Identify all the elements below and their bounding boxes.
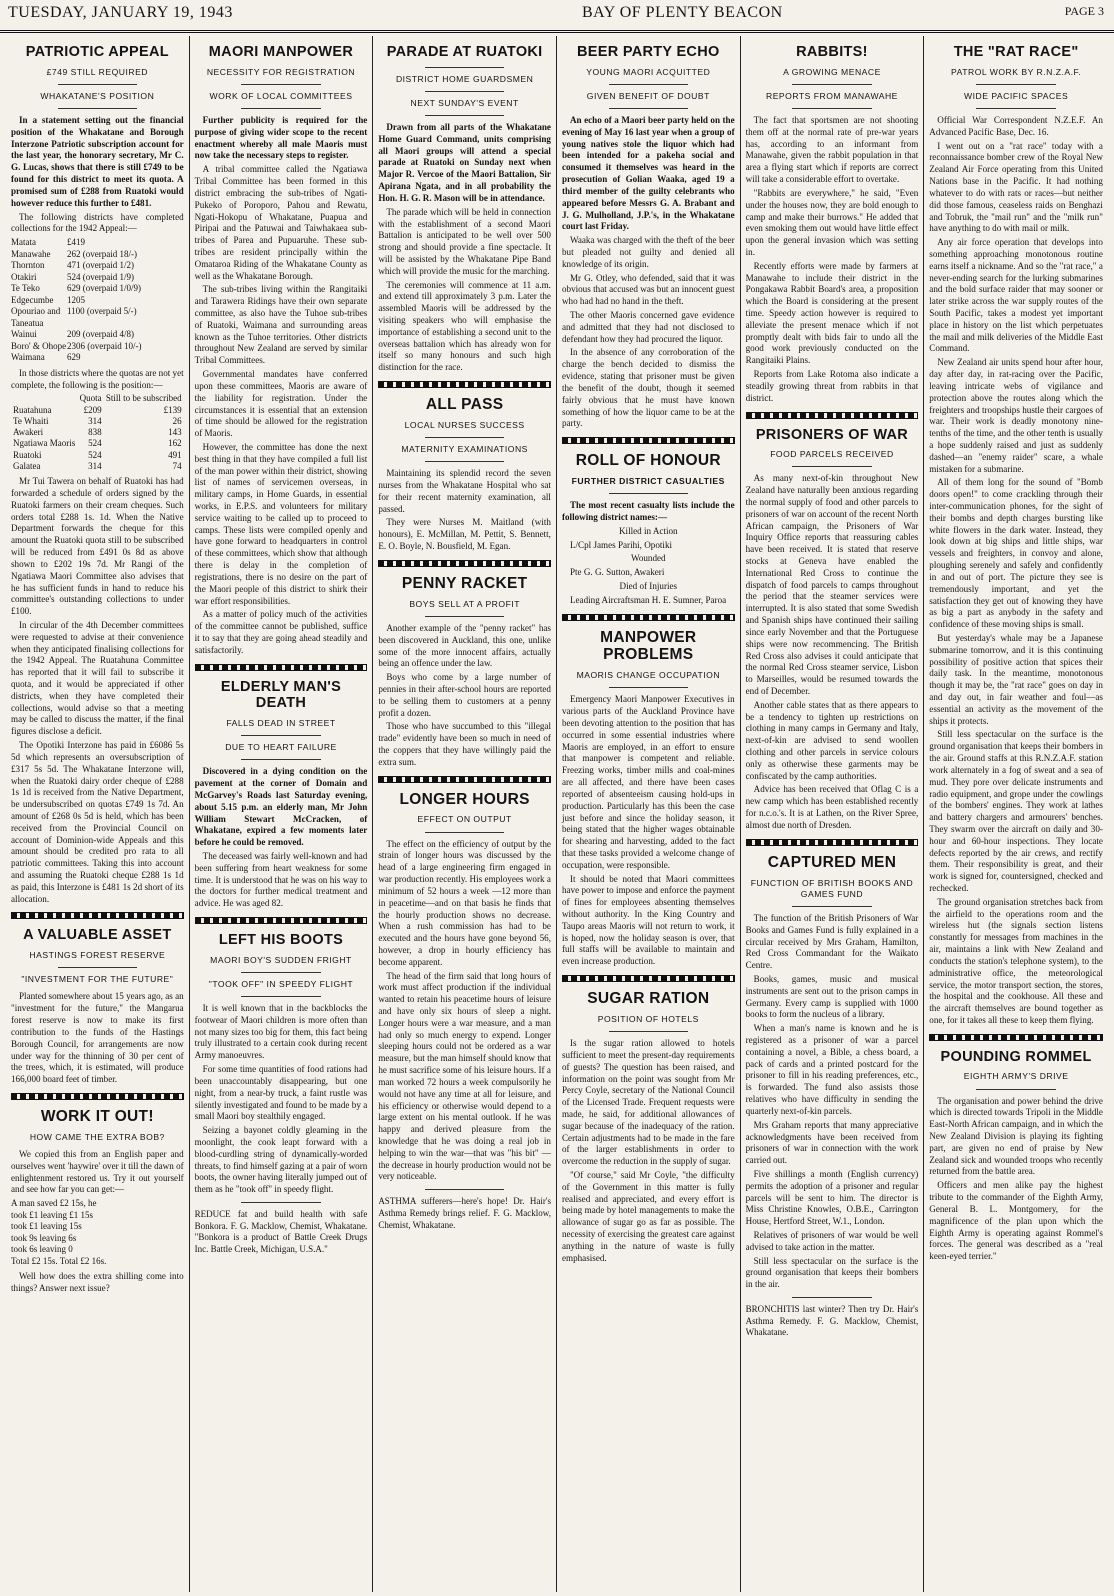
paragraph: Relatives of prisoners of war would be well advised to take action in the matter. [745,1230,919,1252]
table-row: Ngatiawa Maoris 524 162 [13,438,182,449]
article-body [378,122,551,374]
paragraph: The function of the British Prisoners of War Books and Games Fund is fully explained in a circular received by Mrs Graham, Hamilton, Red Cross Commandant for the Waikato Centre. [745,912,919,971]
article-body [929,115,1103,1027]
headline-maori-manpower: MAORI MANPOWER [208,44,354,60]
headline-valuable-asset: A VALUABLE ASSET [23,927,172,944]
section-divider [378,381,551,388]
paragraph: The other Maoris concerned gave evidence and admitted that they had not disclosed to defendant how they had procured the liquor. [561,310,735,344]
list-item: Te Teko 629 (overpaid 1/0/9) [11,283,141,294]
paragraph: Another example of the "penny racket" has been discovered in Auckland, this one, unlike some of the more innocent affairs, actually being an offence under the law. [378,622,551,669]
paragraph: The ceremonies will commence at 11 a.m. and extend till approximately 3 p.m. Later the assembled Maoris will be addressed by the visiting speakers who will emphasise the importance of establishing a second unit to the overseas battalion which has already won for itself so many honours and such high distinction for the race. [378,279,551,373]
subhead: MATERNITY EXAMINATIONS [401,444,528,455]
masthead [0,0,1114,33]
article-body [378,468,551,553]
puzzle-line: A man saved £2 15s, he [11,1198,97,1209]
column-6 [924,36,1108,1592]
section-divider [378,776,551,783]
divider [976,1089,1056,1090]
paragraph: The fact that sportsmen are not shooting them off at the normal rate of pre-war years has, according to an informant from Manawahe, given the rabbit population in that area a flying start which if reports are correct will take a considerable effort to overtake. [745,115,919,185]
subhead: MAORIS CHANGE OCCUPATION [576,670,721,681]
section-divider [746,412,919,419]
list-item: Opouriao and Taneatua 1100 (overpaid 5/-) [11,306,137,328]
subhead: WIDE PACIFIC SPACES [964,90,1069,101]
paragraph: In circular of the 4th December committees were requested to advise at their convenience when they anticipated finalising collections for the 1942 Appeal. The Ruatahuna Committee has reported that it will fail to subscribe it quota, and it would be appreciated if other districts, when they have completed their collections, would advise so that a meeting may be called to discuss the matter, if the final figures disclose a deficit. [11,619,184,737]
subhead: EFFECT ON OUTPUT [417,814,512,825]
headline-longer-hours: LONGER HOURS [399,790,530,808]
section-divider [378,560,551,567]
article-body [746,115,919,405]
divider [425,1189,504,1190]
paragraph: Maintaining its splendid record the seven nurses from the Whakatane Hospital who sat for their recent maternity examination, all passed. [378,468,551,514]
article-body [562,1038,735,1264]
paragraph: Books, games, music and musical instruments are sent out to the prison camps in Germany. Every camp is supplied with 1000 books to form the nucleus of a library. [745,973,919,1020]
paragraph: But yesterday's whale may be a Japanese submarine tomorrow, and it is this continuing possibility of positive action that spices their daily task. In the meantime, monotonous though it may be, the "rat race" goes on day in and day out, in fair weather and foul—as essential an activity as the movement of the ships it protects. [929,632,1103,726]
headline-parade-at-ruatoki: PARADE AT RUATOKI [386,44,543,60]
list-item: Matata £419 [11,237,85,248]
article-body [746,913,919,1291]
subhead: WORK OF LOCAL COMMITTEES [209,90,353,101]
paragraph: The parade which will be held in connection with the establishment of a second Maori Battalion is anticipated to be well over 500 strong and should provide a fine spectacle. It will be assisted by the Whakatane Pipe Band which will provide the music for the marching. [378,206,551,276]
paragraph: The ground organisation stretches back from the airfield to the operations room and the wireless hut (the signals section listens constantly for messages from machines in the air, maintains a link with New Zealand and conducts the station's telephone system), to the administrative office, the meteorological service, the motor transport section, the stores, the hospital and the cookhouse. All these and the aircraft themselves are bound together as one, for it takes all these to keep them flying. [929,896,1103,1025]
casualty-name: Leading Aircraftsman H. E. Sumner, Paroa [569,594,727,605]
list-item: Thornton 471 (overpaid 1/2) [11,260,134,271]
paragraph: The organisation and power behind the drive which is directed towards Tripoli in the Middle East-North African campaign, and in which the New Zealand Division is playing its fighting part, are given no end of praise by New Zealand sick and wounded troops who recently returned from the battle area. [929,1095,1103,1177]
divider [425,832,504,833]
paragraph: When a man's name is known and he is registered as a prisoner of war a parcel containing a novel, a Bible, a chess board, a pack of cards and a printed postcard for the prisoner to fill in his reading preferences, etc., is forwarded. The fund also assists those relatives who have difficulty in sending the quarterly next-of-kin parcels. [745,1023,919,1116]
paragraph: Is the sugar ration allowed to hotels sufficient to meet the present-day requirements of guests? The question has been raised, and information on the point was sought from Mr Percy Coyle, secretary of the National Council of the Licensed Trade. Frequent requests were made, he said, for additional allowances of sugar because of the inadequacy of the ration. Certain adjustments had to be made in the fare of the larger establishments in order to overcome the reduction in the supply of sugar. [561,1038,735,1167]
divider [976,84,1056,85]
paragraph: Mrs Graham reports that many appreciative acknowledgments have been received from prisoners of war in connection with the work carried out. [745,1119,919,1166]
divider [241,84,320,85]
quota-table [11,393,184,472]
divider [609,493,688,494]
column-2 [190,36,374,1592]
subhead: GIVEN BENEFIT OF DOUBT [586,90,710,101]
list-item: Edgecumbe 1205 [11,294,85,305]
headline-left-his-boots: LEFT HIS BOOTS [218,932,344,949]
paragraph: Mr G. Otley, who defended, said that it was obvious that accused was but an innocent guest who had had no hand in the theft. [561,272,735,307]
column-4 [557,36,741,1592]
casualty-name: Pte G. G. Sutton, Awakeri [569,567,665,578]
section-divider [562,975,735,982]
section-divider [195,664,368,671]
divider [792,108,871,109]
issue-date: TUESDAY, JANUARY 19, 1943 [8,4,233,21]
column-3 [373,36,557,1592]
column-1 [6,36,190,1592]
headline-elderly-mans-death: ELDERLY MAN'S DEATH [220,678,342,712]
paragraph: Reports from Lake Rotoma also indicate a steadily growing threat from rabbits in that district. [745,369,919,403]
headline-prisoners-of-war: PRISONERS OF WAR [755,426,909,443]
ad-text: BRONCHITIS last winter? Then try Dr. Hair's Asthma Remedy. F. G. Macklow, Chemist, Whakatane. [745,1304,919,1338]
divider [792,84,871,85]
advertisement [195,1209,368,1256]
article-body [929,1096,1103,1263]
ad-text: REDUCE fat and build health with safe Bonkora. F. G. Macklow, Chemist, Whakatane. "Bonkora is a product of Battle Creek Drugs Inc. Battle Creek, Michigan, U.S.A." [194,1209,368,1255]
article-body [195,766,368,910]
section-divider [11,912,184,919]
subhead: "INVESTMENT FOR THE FUTURE" [21,974,174,985]
subhead: REPORTS FROM MANAWAHE [765,90,898,101]
headline-rabbits: RABBITS! [796,44,868,60]
subhead: WHAKATANE'S POSITION [40,90,155,101]
divider [241,108,320,109]
paragraph: Recently efforts were made by farmers at Manawahe to include their district in the Pongakawa Rabbit Board's area, a proposition which the Board is considering at the present time. Speedy action however is required to alleviate the present menace which if not promptly dealt with bids fair to undo all the good work previously conducted on the Rangitaiki Plains. [745,260,919,366]
paragraph: For some time quantities of food rations had been unaccountably disappearing, but one night, from a near-by truck, a faint rustle was silently investigated and found to be made by a small Maori boy stealthily engaged. [194,1064,368,1122]
advertisement [746,1304,919,1339]
divider [241,1202,320,1203]
paragraph: Well how does the extra shilling come into things? Answer next issue? [11,1271,184,1294]
divider [58,84,137,85]
subhead: DUE TO HEART FAILURE [225,742,337,753]
paragraph: The Opotiki Interzone has paid in £6086 5s 5d which represents an oversubscription of £317 5s 5d. The Whakatane Interzone will, when the Ruatoki dairy order cheque of £288 1s 1d is received from the Native Department, be undersubscribed on quotas £749 1s 7d. An amount of £268 0s 5d is held, which has been received from the Provincial Council on account of Dominion-wide Appeals and this amount should be credited pro rata to all patriotic committees. Taking this into account and assuming the Ruatoki cheque £288 1s 1d as paid, this Interzone is £481 1s 2d short of its allocation. [11,740,184,904]
list-item: Otakiri 524 (overpaid 1/9) [11,271,134,282]
divider [241,972,320,973]
divider [58,108,137,109]
paragraph: The most recent casualty lists include the following district names:— [561,500,735,522]
paragraph: However, the committee has done the next best thing in that they have compiled a full list of the man power within their district, showing list of names of servicemen overseas, in military camps, in Home Guards, in essential works, in E.P.S. and volunteers for military service waiting to be called up to proceed to camps. These lists were compiled openly and have gone forward to headquarters in control of these committees, which show that although there is delay in the completion of registrations, there is no desire on the part of the Maori people of this district to shirk their war effort responsibilities. [194,441,368,606]
newspaper-title: BAY OF PLENTY BEACON [582,4,783,21]
headline-manpower-problems: MANPOWER PROBLEMS [600,628,697,664]
divider [425,616,504,617]
paragraph: Seizing a bayonet coldly gleaming in the moonlight, the cook leapt forward with a blood-curdling string of dynamically-worded threats, to find himself gazing at a pair of worn boots, the owner having literally jumped out of them as he "took off" in speedy flight. [194,1125,368,1195]
article-body [11,1149,184,1295]
subhead: EIGHTH ARMY'S DRIVE [963,1071,1069,1082]
paragraph: Waaka was charged with the theft of the beer but pleaded not guilty and denied all knowledge of its origin. [561,235,735,269]
paragraph: All of them long for the sound of "Bomb doors open!" to come crackling through their inter-communication phones, for the sight of their bombs and depth charges bursting like white flowers in the dark water. Instead, they look down at big ships and little ships, war vessels and freighters, in convoy and alone, ploughing serenely and safely and confidently in and out of port. The picture they see is tremendously important, and yet the satisfaction they get out of knowing they have as big a part as anybody in the safety and confidence of these moving ships is small. [929,477,1103,630]
headline-patriotic-appeal: PATRIOTIC APPEAL [25,44,169,60]
table-row: Ruatahuna £209 £139 [13,404,182,415]
casualty-name: L/Cpl James Parihi, Opotiki [569,539,673,550]
paragraph: New Zealand air units spend hour after hour, day after day, in rat-racing over the Pacific, leaving intricate webs of vigilance and protection above the routes along which the freighters and troopships hustle their cargoes of war. Their work is deadly monotony nine-tenths of the time, and the other tenth is usually a hope suddenly raised and just as suddenly dashed—an "enemy raider" scare, a whale mistaken for a submarine. [929,357,1103,474]
article-body [195,1003,368,1196]
page-number: PAGE 3 [1064,4,1104,18]
subhead: A GROWING MENACE [783,66,881,77]
paragraph: In a statement setting out the financial position of the Whakatane and Borough Interzone Patriotic subscription account for the last year, the honorary secretary, Mr C. G. Lucas, shows that there is still £749 to be found for this district to meet its quota. A promised sum of £288 from Ruatoki would however reduce this further to £481. [11,115,184,208]
subhead: HOW CAME THE EXTRA BOB? [29,1131,165,1142]
paragraph: "Rabbits are everywhere," he said, "Even under the houses now, they are bold enough to camp and make their burrows." He added that even smoking them out would have little effect upon the general invasion which was setting in. [745,187,919,257]
paragraph: An echo of a Maori beer party held on the evening of May 16 last year when a group of young natives stole the liquor which had been intended for a pakeha social and consumed it themselves was heard in the prosecution of Golian Waaka, aged 19 a third member of the guilty celebrants who appeared before Messrs G. A. Brabant and J. G. Mulholland, J.P.'s, in the Whakatane court last Friday. [561,115,735,232]
subhead: MAORI BOY'S SUDDEN FRIGHT [210,954,352,965]
paragraph: The following districts have completed collections for the 1942 Appeal:— [11,211,184,234]
paragraph: Planted somewhere about 15 years ago, as an "investment for the future," the Mangarua forest reserve is now to make its first contribution to the funds of the Hastings Borough Council, for arrangements are now under way for the thinning of 30 per cent of the trees, which, it is estimated, will produce 166,000 board feet of timber. [11,991,184,1085]
subhead: NECESSITY FOR REGISTRATION [206,66,356,77]
headline-pounding-rommel: POUNDING ROMMEL [940,1048,1092,1065]
paragraph: "Of course," said Mr Coyle, "the difficulty of the Government in this matter is fully realised and appreciated, and every effort is being made by hotel managements to make the allowance of sugar go as far as possible. The necessity of exercising the greatest care against anything in the nature of waste is fully emphasised. [561,1170,735,1263]
paragraph: Those who have succumbed to this "illegal trade" evidently have been so much in need of the coppers that they have willingly paid the extra sum. [378,721,551,767]
subhead: LOCAL NURSES SUCCESS [404,419,525,430]
paragraph: Drawn from all parts of the Whakatane Home Guard Command, units comprising all Maori groups will attend a special parade at Ruatoki on Sunday next when Major R. Vercoe of the Maori Battalion, Sir Apirana Ngata, and in all probability the Hon. H. G. R. Mason will be in attendance. [378,122,551,203]
paragraph: Five shillings a month (English currency) permits the adoption of a prisoner and regular parcels will be sent to him. The director is Miss Christine Knowles, O.B.E., Carrington House, Hertford Street, W.1., London. [745,1168,919,1227]
paragraph: They were Nurses M. Maitland (with honours), E. McMillan, M. Pettit, S. Bennett, E. O. Boyle, N. Bousfield, M. Egan. [378,517,551,552]
divider [425,437,504,438]
subhead: "TOOK OFF" IN SPEEDY FLIGHT [208,978,354,989]
ad-text: ASTHMA sufferers—here's hope! Dr. Hair's Asthma Remedy brings relief. F. G. Macklow, Chemist, Whakatane. [378,1196,551,1230]
paragraph: Advice has been received that Oflag C is a new camp which has been established recently for n.c.o.'s. It is at Lathen, on the River Spree, almost due north of Dresden. [745,784,919,830]
paragraph: Officers and men alike pay the highest tribute to the commander of the Eighth Army, General B. L. Montgomery, for the magnificence of the plan upon which the Eighth Army is operating against Rommel's forces. The general was described as a "real keen-eyed terrier." [929,1180,1103,1262]
subhead: YOUNG MAORI ACQUITTED [586,66,711,77]
headline-sugar-ration: SUGAR RATION [587,990,710,1008]
subhead: NEXT SUNDAY'S EVENT [410,97,519,108]
divider [609,1031,688,1032]
paragraph: Still less spectacular on the surface is the ground organisation that keeps their bombers in the air. [745,1255,919,1290]
subhead: FOOD PARCELS RECEIVED [770,449,894,460]
subhead: FALLS DEAD IN STREET [226,717,336,728]
article-body [562,115,735,430]
section-divider [11,1093,184,1100]
section-divider [562,614,735,621]
puzzle-line: took 6s leaving 0 [11,1244,73,1255]
subhead: £749 STILL REQUIRED [46,66,149,77]
divider [609,687,688,688]
headline-rat-race: THE "RAT RACE" [953,44,1079,60]
column-5 [741,36,925,1592]
subhead: DISTRICT HOME GUARDSMEN [395,73,534,84]
headline-work-it-out: WORK IT OUT! [40,1107,154,1125]
puzzle-line: Total £2 15s. Total £2 16s. [11,1255,107,1266]
article-body [378,623,551,769]
headline-beer-party-echo: BEER PARTY ECHO [577,44,720,60]
paragraph: In those districts where the quotas are not yet complete, the following is the position:— [11,367,184,390]
paragraph: We copied this from an English paper and ourselves went 'haywire' over it till the dawn of enlightenment restored us. Try it out yourself and see how far you can get:— [11,1148,184,1195]
paragraph: Further publicity is required for the purpose of giving wider scope to the recent enactment whereby all male Maoris must now take the necessary steps to register. [194,115,368,161]
article-body [195,115,368,657]
paragraph: I went out on a "rat race" today with a reconnaissance bomber crew of the Royal New Zealand Air Force operating from this United Nations base in the Pacific. It had nothing whatever to do with rats or races—but neither did those famous, ceaseless raids on Benghazi and Tobruk, the "mail run" and the "milk run" have anything to do with mail or milk. [929,140,1103,234]
paragraph: The deceased was fairly well-known and had been suffering from heart weakness for some time. It is understood that he was on his way to the doctors for further medical treatment and advice. He was aged 82. [194,850,368,909]
paragraph: Another cable states that as there appears to be a tendency to tighten up restrictions on clothing in many camps in Germany and Italy, next-of-kin are advised to send woollen clothing and other parcels in service colours only as otherwise these garments may be confiscated by the camp authorities. [745,699,919,781]
paragraph: Mr Tui Tawera on behalf of Ruatoki has had forwarded a schedule of orders signed by the Ruatoki farmers on their cream cheques. Such orders total £288 1s. 1d. When the Native Department forwards the cheque for this amount the Ruatoki quota still to be subscribed will be reduced from £491 0s 8d as above shown to £202 19s 7d. Mr Rangi of the Ngatiawa Maori Committee also advises that he has sufficient funds in hand to reduce his committee's outstanding collections to under £100. [11,476,184,617]
divider [241,735,320,736]
subhead: POSITION OF HOTELS [597,1013,699,1024]
paragraph: A tribal committee called the Ngatiawa Tribal Committee has been formed in this district embracing the sub-tribes of Ngati-Pukeko of Poroporo, Pahou and Rewatu, Ngati-Hokopu of Whakatane, Puapua and Piripai and the Patuwai and Taiwhakaea sub-tribes of Parea and Pupuaruhe. These sub-tribes are resident principally within the Omataroa Riding of the Whakatane County as well as the Whakatane Borough. [194,164,368,281]
article-body [11,991,184,1086]
section-divider [929,1034,1103,1041]
list-item: Wainui 209 (overpaid 4/8) [11,329,134,340]
paragraph: The effect on the efficiency of output by the strain of longer hours was discussed by the head of a large engineering firm engaged in war production recently. His employees work a minimum of 52 hours a week —12 more than in peacetime—and on that basis he finds that the hourly production shows no decrease. When a rush commission has had to be executed and the hours have gone beyond 56, however, a drop in hourly efficiency has become apparent. [378,838,551,967]
advertisement [378,1196,551,1231]
paragraph: Governmental mandates have conferred upon these committees, Maoris are aware of the liability for registration. Under the circumstances it is essential that an extension of time should be allowed for the registration of Maoris. [194,369,368,439]
paragraph: As a matter of policy much of the activities of the committee cannot be published, suffice it to say that they are going ahead steadily and satisfactorily. [194,609,368,655]
paragraph: As many next-of-kin throughout New Zealand have naturally been anxious regarding the normal supply of food and other parcels to prisoners of war on account of the recent North African campaign, the Prisoners of War Inquiry Office reports that reassuring cables have been received. It is stated that reserve stocks at Geneva have enabled the International Red Cross to continue the dispatch of food parcels to camps throughout the period that the steamer services were interrupted. It is also stated that some Swedish and Spanish ships have continued their sailing since early November and that the Portuguese ships were now recommencing. The British Red Cross also advises it could anticipate that the normal Red Cross steamer service, Lisbon to Marseilles, would be resumed towards the end of December. [745,473,919,696]
table-row: Galatea 314 74 [13,460,182,471]
newspaper-columns [6,36,1108,1592]
article-body [562,694,735,968]
paragraph: Emergency Maori Manpower Executives in various parts of the Auckland Province have been devoting attention to the position that has occurred in some essential industries where Maoris are employed, in an effort to ensure that manpower is competent and reliable. Freezing works, timber mills and coal-mines are all affected, and there have been cases reported of absenteeism causing hold-ups in production. Particularly has this been the case just before and since the holiday season, it being stated that the higher wages obtainable for shearing and harvesting, added to the fact that these tasks provided a welcome change of occupation, were responsible. [561,694,735,870]
divider [241,759,320,760]
article-body [11,115,184,905]
divider [58,967,137,968]
divider [976,108,1056,109]
paragraph: It is well known that in the backblocks the footwear of Maori children is more often than not many sizes too big for them, this fact being truly illustrated to a certain cook during recent Army manoeuvres. [194,1003,368,1061]
casualty-category: Wounded [630,553,666,564]
divider [425,115,504,116]
article-body [378,839,551,1184]
completed-collections-list [11,237,184,364]
list-item: Manawahe 262 (overpaid 18/-) [11,248,137,259]
divider [425,67,504,68]
casualty-category: Killed in Action [618,525,678,536]
subhead: HASTINGS FOREST RESERVE [29,950,166,961]
paragraph: The head of the firm said that long hours of work must affect production if the individual wanted to retain his peacetime hours of leisure and have only six hours of sleep a night. Longer hours were a war measure, and a man had only so much energy to expend. Longer sleeping hours could not be ordered as a war measure, but the man himself should know that he must sacrifice some of his leisure hours. If a man worked 72 hours a week compulsorily he would not have any time at all for leisure, and his efficiency or otherwise would depend to a large extent on his mental outlook. If he was happy and derived pleasure from the knowledge that he was doing a real job in helping to win the war—that was "his bit" —the decrease in hourly production would not be very noticeable. [378,970,551,1182]
subhead: FURTHER DISTRICT CASUALTIES [571,475,725,486]
section-divider [746,839,919,846]
headline-captured-men: CAPTURED MEN [767,853,897,871]
headline-penny-racket: PENNY RACKET [401,574,528,592]
paragraph: Still less spectacular on the surface is the ground organisation that keeps their bombers in the air. Ground staffs at this R.N.Z.A.F. station work alternately in a fog of sweat and a sea of mud. They pore over delicate instruments and radio equipment, and grope under the cowlings of the bombers' engines. They work at lathes and battery chargers and armourers' benches. They swarm over the aircraft on daily and 30-hour and 60-hour inspections. They locate defects reported by the air crews, and rectify them. Their responsibility is great, and their work is signed for, countersigned, checked and rechecked. [929,729,1103,894]
paragraph: The sub-tribes living within the Rangitaiki and Tarawera Ridings have their own separate committee, as also have the Tuhoe sub-tribes of Ruatoki, Waimana and surrounding areas known as the Tuhoe territories. Other districts throughout New Zealand are served by similar Tribal Committees. [194,284,368,366]
paragraph: Any air force operation that develops into something approaching monotonous routine earns itself a nickname. And so the "rat race," a never-ending search for the lurking submarines and the bold surface raider that may sooner or later strike across the war supply routes of the South Pacific, takes a modest yet important place in history on the list which perpetuates the mail and milk deliveries of the Middle East Command. [929,237,1103,354]
divider [609,84,688,85]
subhead: BOYS SELL AT A PROFIT [409,598,520,609]
paragraph: It should be noted that Maori committees have power to impose and enforce the payment of fines for employees absenting themselves without authority. In the King Country and Taupo areas Maoris will not return to work, it is hoped, now the holiday season is over, that full staffs will be available to maintain and even increase production. [561,873,735,967]
table-row: Ruatoki 524 491 [13,449,182,460]
puzzle-line: took 9s leaving 6s [11,1232,77,1243]
headline-all-pass: ALL PASS [425,396,504,414]
section-divider [195,917,368,924]
divider [609,108,688,109]
puzzle-lines [11,1198,184,1267]
divider [241,996,320,997]
casualty-category: Died of Injuries [619,581,678,591]
paragraph: In the absence of any corroboration of the charge the bench decided to dismiss the evidence, stating that prisoner must be given the benefit of the doubt, though it seemed fairly obvious that he must have known something of how the liquor came to be at the party. [561,347,735,429]
table-header: Quota Still to be subscribed [79,393,182,404]
article-body [562,500,735,607]
subhead: PATROL WORK BY R.N.Z.A.F. [951,66,1082,77]
divider [792,906,871,907]
list-item: Boro' & Ohope 2306 (overpaid 10/-) [11,340,142,351]
paragraph: Official War Correspondent N.Z.E.F. An Advanced Pacific Base, Dec. 16. [929,115,1103,137]
list-item: Waimana 629 [11,352,81,363]
paragraph: Discovered in a dying condition on the pavement at the corner of Domain and McGarvey's Roads last Saturday evening, about 5.15 p.m. an elderly man, Mr John William Stewart McCracken, of Whakatane, expired a few moments later before he could be removed. [194,766,368,848]
subhead: FUNCTION OF BRITISH BOOKS AND GAMES FUND [750,877,914,899]
article-body [746,473,919,831]
section-divider [562,437,735,444]
divider [425,461,504,462]
headline-roll-of-honour: ROLL OF HONOUR [575,452,721,470]
puzzle-line: took £1 leaving £1 15s [11,1209,93,1220]
table-row: Te Whaiti 314 26 [13,415,182,426]
puzzle-line: took £1 leaving 15s [11,1221,82,1232]
divider [792,1297,871,1298]
divider [792,466,871,467]
divider [425,91,504,92]
paragraph: Boys who come by a large number of pennies in their after-school hours are reported to be selling them to customers at a penny profit a dozen. [378,672,551,718]
table-row: Awakeri 838 143 [13,427,182,438]
